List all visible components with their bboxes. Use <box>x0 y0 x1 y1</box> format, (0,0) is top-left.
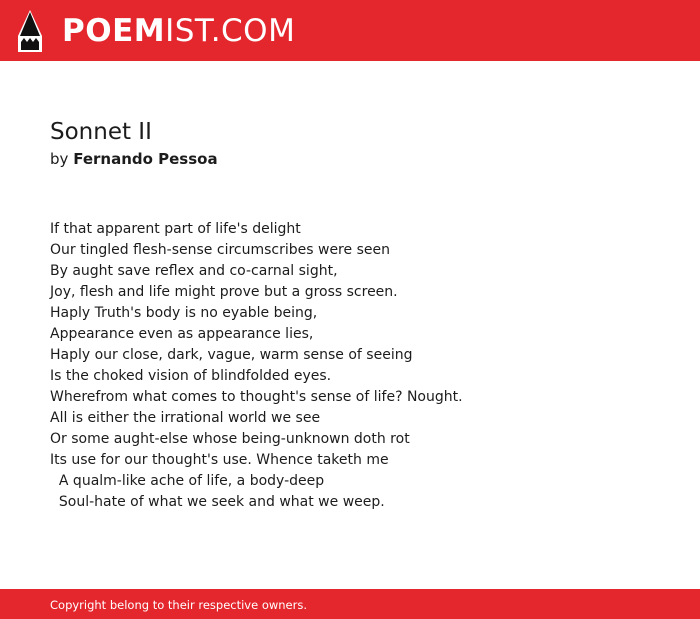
site-header <box>0 0 700 61</box>
poem-line: A qualm-like ache of life, a body-deep <box>50 473 325 489</box>
poem-line: Is the choked vision of blindfolded eyes. <box>50 368 332 384</box>
logo-light-text: IST.COM <box>165 13 296 49</box>
site-footer <box>0 589 700 619</box>
poem-line: Its use for our thought's use. Whence taketh me <box>50 452 389 468</box>
by-label: by <box>50 150 69 168</box>
poem-line: Or some aught-else whose being-unknown doth rot <box>50 431 410 447</box>
site-logo[interactable] <box>62 12 295 50</box>
poem-line: Haply our close, dark, vague, warm sense of seeing <box>50 347 413 363</box>
pencil-logo-icon[interactable] <box>17 10 43 52</box>
poem-line: By aught save reflex and co-carnal sight, <box>50 263 338 279</box>
poem-author: Fernando Pessoa <box>73 150 218 168</box>
poem-line: Wherefrom what comes to thought's sense of life? Nought. <box>50 389 463 405</box>
poem-line: All is either the irrational world we see <box>50 410 321 426</box>
poem-line: Our tingled flesh-sense circumscribes were seen <box>50 242 390 258</box>
poem-line: Soul-hate of what we seek and what we weep. <box>50 494 385 510</box>
poem-line: Haply Truth's body is no eyable being, <box>50 305 318 321</box>
poem-line: If that apparent part of life's delight <box>50 221 301 237</box>
poem-line: Appearance even as appearance lies, <box>50 326 314 342</box>
poem-body <box>50 219 650 513</box>
poem-title: Sonnet II <box>50 119 152 145</box>
logo-bold-text: POEM <box>62 13 166 49</box>
copyright-text: Copyright belong to their respective owners. <box>50 598 308 612</box>
poem-byline <box>50 149 218 169</box>
poem-line: Joy, flesh and life might prove but a gross screen. <box>50 284 398 300</box>
